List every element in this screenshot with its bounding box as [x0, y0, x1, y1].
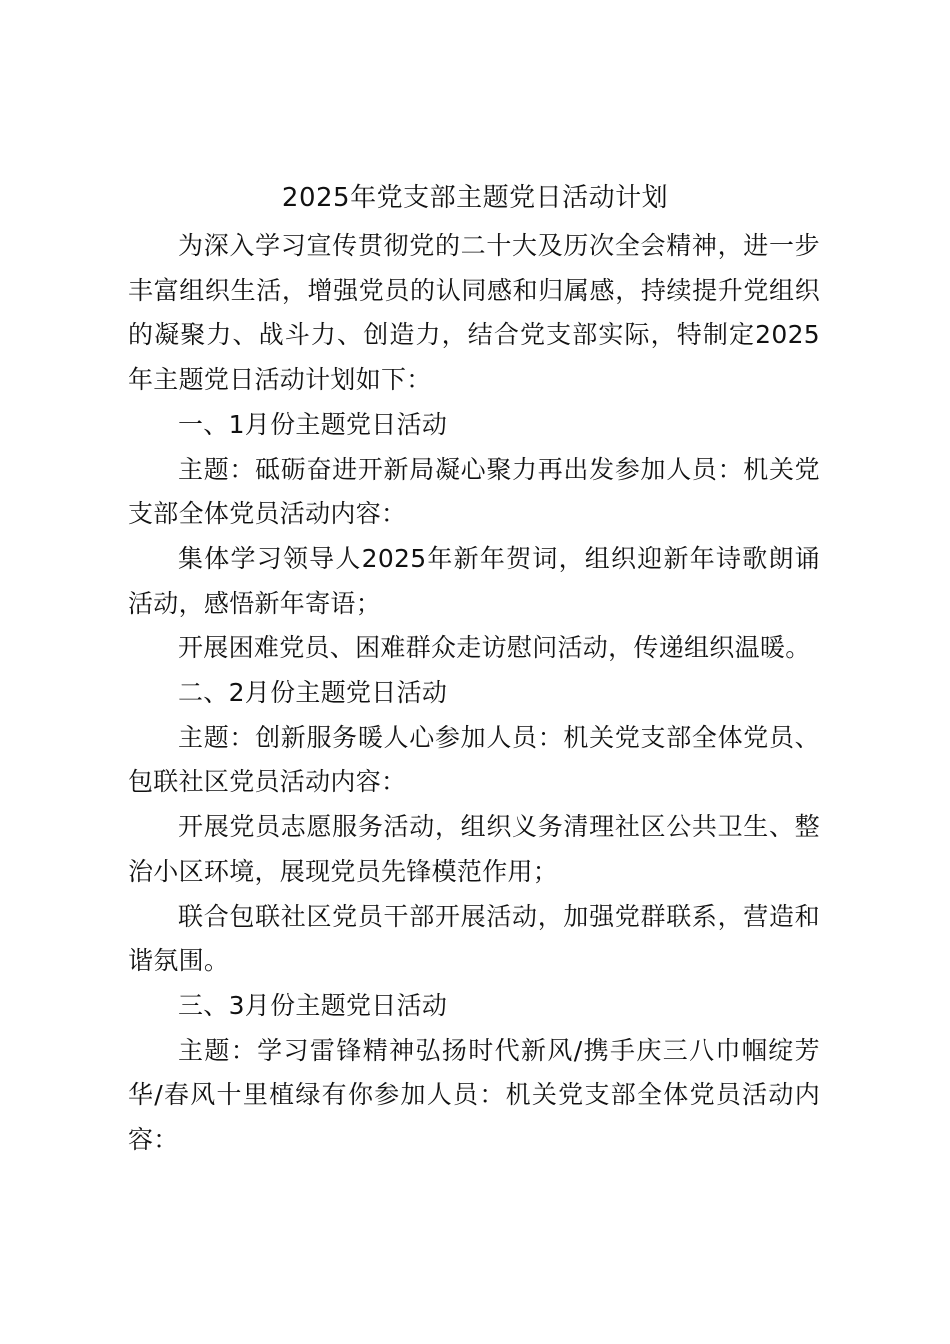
february-content-1: 开展党员志愿服务活动，组织义务清理社区公共卫生、整治小区环境，展现党员先锋模范作用；: [128, 812, 820, 886]
document-title: 2025年党支部主题党日活动计划: [281, 183, 669, 213]
intro-paragraph: 为深入学习宣传贯彻党的二十大及历次全会精神，进一步丰富组织生活，增强党员的认同感和归属感，持续提升党组织的凝聚力、战斗力、创造力，结合党支部实际，特制定2025年主题党日活动计划如下：: [128, 231, 820, 395]
january-content-2: 开展困难党员、困难群众走访慰问活动，传递组织温暖。: [178, 633, 811, 663]
january-theme: 主题：砥砺奋进开新局凝心聚力再出发参加人员：机关党支部全体党员活动内容：: [128, 454, 820, 529]
section-heading-january: 一、1月份主题党日活动: [178, 409, 448, 439]
section-heading-march: 三、3月份主题党日活动: [178, 990, 448, 1020]
march-theme: 主题：学习雷锋精神弘扬时代新风/携手庆三八巾帼绽芳华/春风十里植绿有你参加人员：机关党支部全体党员活动内容：: [128, 1035, 820, 1155]
february-theme: 主题：创新服务暖人心参加人员：机关党支部全体党员、包联社区党员活动内容：: [128, 722, 820, 797]
january-content-1: 集体学习领导人2025年新年贺词，组织迎新年诗歌朗诵活动，感悟新年寄语；: [128, 543, 820, 618]
document-body: [128, 224, 820, 1163]
february-content-2: 联合包联社区党员干部开展活动，加强党群联系，营造和谐氛围。: [128, 901, 820, 976]
section-heading-february: 二、2月份主题党日活动: [178, 678, 448, 708]
